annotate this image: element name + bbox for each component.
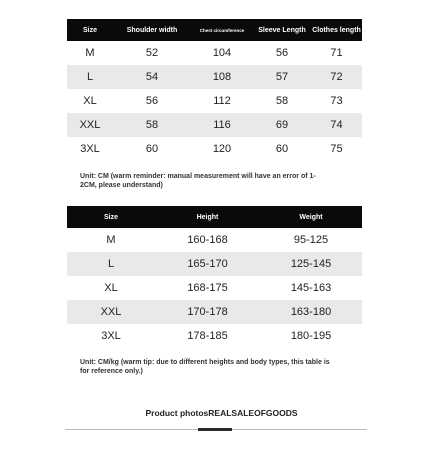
fit-table-note: Unit: CM/kg (warm tip: due to different heights and body types, this table is for reference only.) (80, 359, 330, 375)
footer-indicator (198, 428, 232, 431)
table-header-row (67, 19, 362, 41)
sleeve-cell: 57 (253, 65, 311, 89)
size-cell: M (106, 234, 116, 246)
length-cell: 71 (330, 47, 343, 59)
footer-caption: Product photosREALSALEOFGOODS (145, 408, 298, 418)
header-size: Size (67, 206, 155, 228)
height-cell: 168-175 (187, 282, 228, 294)
size-cell: XXL (67, 113, 113, 137)
sleeve-cell: 69 (253, 113, 311, 137)
size-cell: 3XL (101, 330, 121, 342)
sleeve-cell: 60 (275, 143, 289, 155)
size-cell: XL (104, 282, 118, 294)
sleeve-cell: 58 (275, 95, 289, 107)
chest-cell: 104 (212, 47, 232, 59)
weight-cell: 125-145 (260, 252, 362, 276)
height-cell: 165-170 (155, 252, 260, 276)
height-cell: 170-178 (155, 300, 260, 324)
weight-cell: 95-125 (293, 234, 329, 246)
length-cell: 72 (311, 65, 362, 89)
weight-cell: 163-180 (260, 300, 362, 324)
length-cell: 74 (311, 113, 362, 137)
length-cell: 75 (330, 143, 343, 155)
size-measurement-table (67, 19, 362, 161)
header-size: Size (67, 19, 113, 41)
weight-cell: 145-163 (290, 282, 332, 294)
table-row (67, 113, 362, 137)
height-weight-table (67, 206, 362, 348)
table-row (67, 324, 362, 348)
table-header-row (67, 206, 362, 228)
header-clothes-length: Clothes length (311, 19, 362, 41)
header-height: Height (155, 206, 260, 228)
size-cell: L (67, 65, 113, 89)
shoulder-cell: 60 (145, 143, 159, 155)
header-shoulder-width: Shoulder width (113, 19, 191, 41)
table-row (67, 89, 362, 113)
shoulder-cell: 52 (145, 47, 159, 59)
shoulder-cell: 54 (113, 65, 191, 89)
sleeve-cell: 56 (275, 47, 289, 59)
size-cell: L (67, 252, 155, 276)
header-sleeve-length: Sleeve Length (253, 19, 311, 41)
table-row (67, 252, 362, 276)
size-cell: M (85, 47, 95, 59)
size-cell: XXL (67, 300, 155, 324)
shoulder-cell: 56 (145, 95, 159, 107)
chest-cell: 108 (191, 65, 253, 89)
table-row (67, 65, 362, 89)
size-table-note: Unit: CM (warm reminder: manual measurement will have an error of 1-2CM, please understand) (80, 173, 316, 189)
chest-cell: 112 (213, 95, 231, 107)
weight-cell: 180-195 (290, 330, 332, 342)
length-cell: 73 (330, 95, 343, 107)
table-row (67, 228, 362, 252)
size-cell: 3XL (80, 143, 100, 155)
shoulder-cell: 58 (113, 113, 191, 137)
table-row (67, 137, 362, 161)
header-weight: Weight (260, 206, 362, 228)
height-cell: 178-185 (187, 330, 228, 342)
size-cell: XL (83, 95, 97, 107)
chest-cell: 116 (191, 113, 253, 137)
table-row (67, 300, 362, 324)
header-chest-circumference: Chest circumference (191, 19, 253, 41)
chest-cell: 120 (212, 143, 232, 155)
height-cell: 160-168 (187, 234, 228, 246)
table-row (67, 276, 362, 300)
table-row (67, 41, 362, 65)
